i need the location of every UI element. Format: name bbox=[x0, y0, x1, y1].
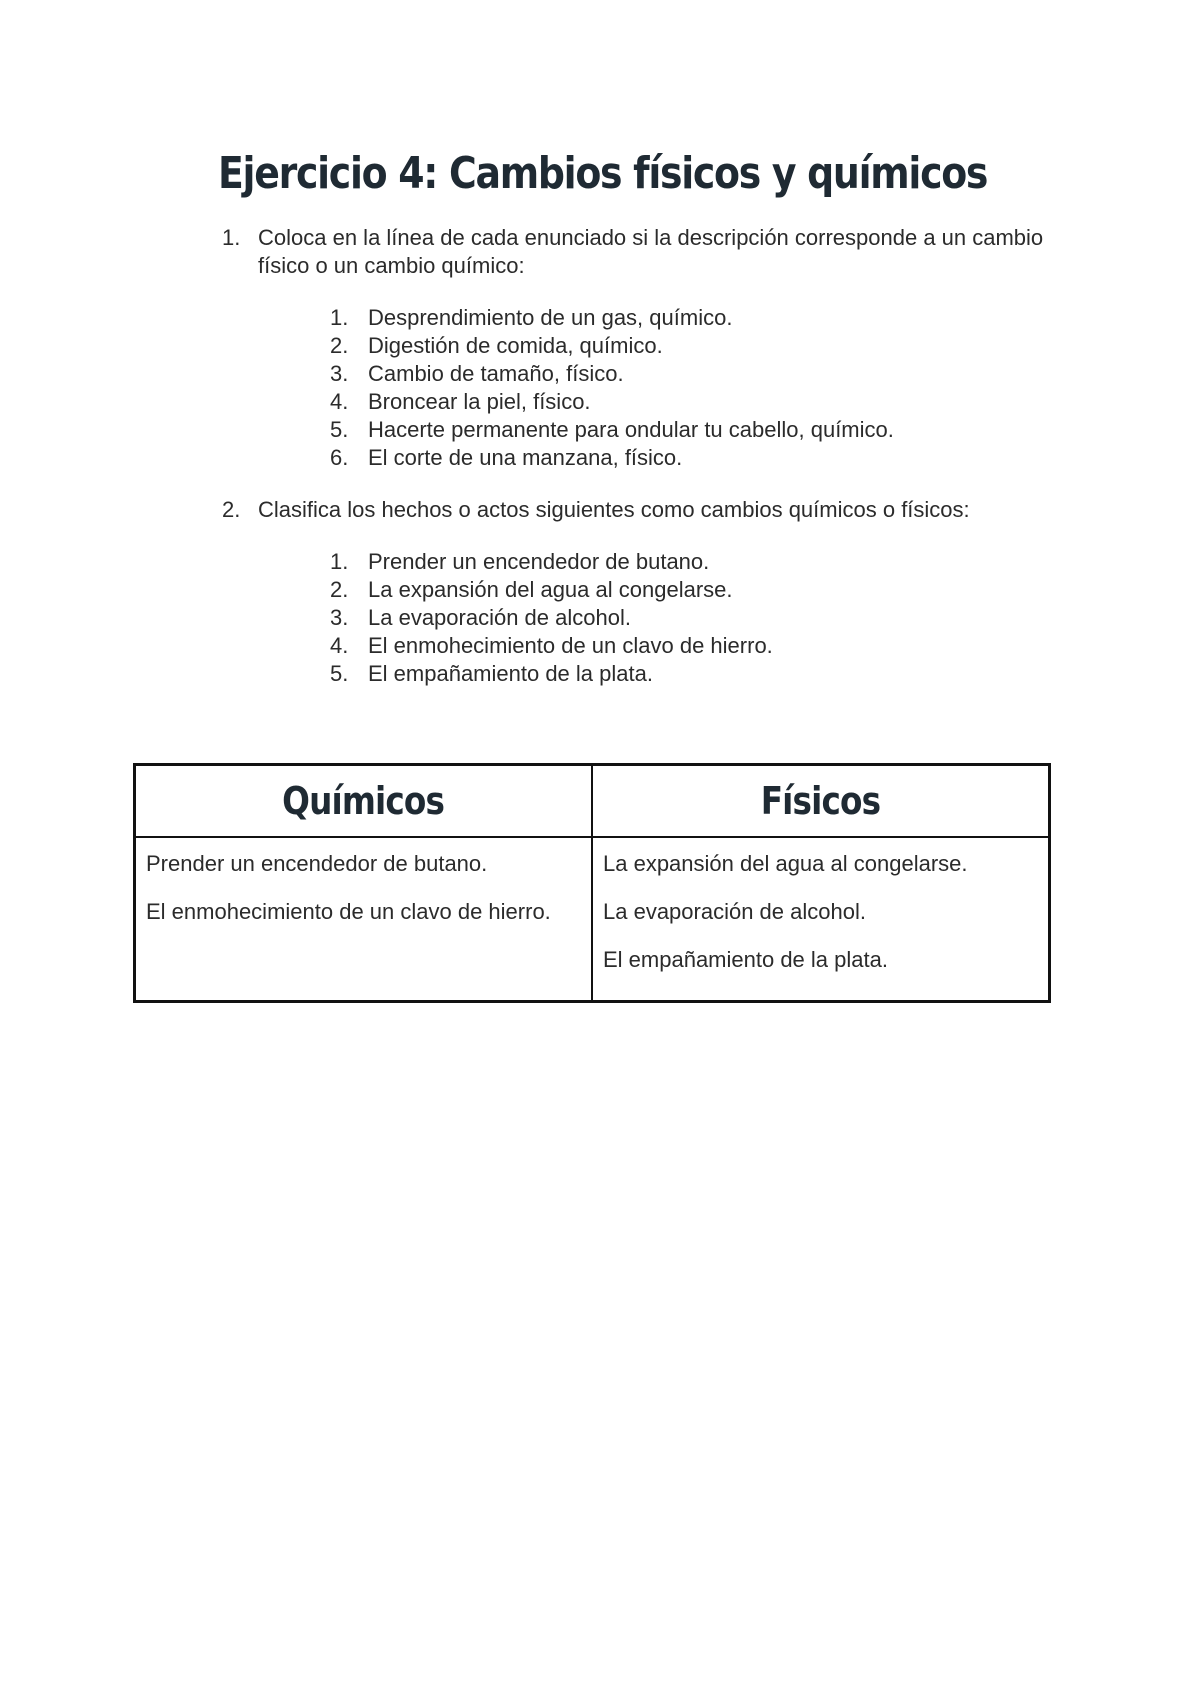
table-cell-item: La expansión del agua al congelarse. bbox=[603, 851, 968, 876]
list-item-text: Desprendimiento de un gas, químico. bbox=[368, 305, 733, 330]
list-item bbox=[330, 304, 1058, 332]
sub-item-list bbox=[258, 548, 1058, 688]
table-cell-item: La evaporación de alcohol. bbox=[603, 899, 866, 924]
table-cell-item: Prender un encendedor de butano. bbox=[146, 851, 488, 876]
page-title: Ejercicio 4: Cambios físicos y químicos bbox=[218, 148, 988, 199]
list-item bbox=[330, 548, 1058, 576]
header-physical: Físicos bbox=[592, 765, 1050, 838]
list-item-number: 2. bbox=[330, 577, 349, 602]
list-item bbox=[330, 360, 1058, 388]
question-item bbox=[218, 496, 1058, 688]
list-item-text: El empañamiento de la plata. bbox=[368, 661, 653, 686]
list-item-text: Broncear la piel, físico. bbox=[368, 389, 591, 414]
list-item-text: La evaporación de alcohol. bbox=[368, 605, 631, 630]
list-item-number: 2. bbox=[330, 333, 349, 358]
list-item bbox=[330, 444, 1058, 472]
table-header-row bbox=[135, 765, 1050, 838]
list-item-number: 5. bbox=[330, 417, 349, 442]
question-list bbox=[218, 224, 1058, 712]
question-text: Coloca en la línea de cada enunciado si la descripción corresponde a un cambio físico o un cambio químico: bbox=[258, 225, 1044, 278]
list-item-number: 1. bbox=[330, 549, 349, 574]
list-item bbox=[330, 660, 1058, 688]
header-chemical: Químicos bbox=[135, 765, 593, 838]
sub-item-list bbox=[258, 304, 1058, 472]
list-item bbox=[330, 576, 1058, 604]
list-item-text: Cambio de tamaño, físico. bbox=[368, 361, 624, 386]
list-item-number: 4. bbox=[330, 633, 349, 658]
list-item bbox=[330, 332, 1058, 360]
question-number: 2. bbox=[222, 497, 241, 522]
list-item-text: Digestión de comida, químico. bbox=[368, 333, 663, 358]
list-item-number: 3. bbox=[330, 361, 349, 386]
question-number: 1. bbox=[222, 225, 241, 250]
list-item-number: 5. bbox=[330, 661, 349, 686]
list-item-text: Hacerte permanente para ondular tu cabello, químico. bbox=[368, 417, 894, 442]
list-item-text: El corte de una manzana, físico. bbox=[368, 445, 683, 470]
list-item-text: La expansión del agua al congelarse. bbox=[368, 577, 733, 602]
question-text: Clasifica los hechos o actos siguientes como cambios químicos o físicos: bbox=[258, 497, 970, 522]
list-item bbox=[330, 604, 1058, 632]
list-item-text: Prender un encendedor de butano. bbox=[368, 549, 710, 574]
table-cell-item: El enmohecimiento de un clavo de hierro. bbox=[146, 899, 551, 924]
physical-cell bbox=[592, 837, 1050, 1002]
list-item bbox=[330, 388, 1058, 416]
classification-table bbox=[133, 763, 1051, 1003]
list-item-text: El enmohecimiento de un clavo de hierro. bbox=[368, 633, 773, 658]
question-item bbox=[218, 224, 1058, 472]
chemical-cell bbox=[135, 837, 593, 1002]
table-cell-item: El empañamiento de la plata. bbox=[603, 947, 888, 972]
table-row bbox=[135, 837, 1050, 1002]
list-item-number: 1. bbox=[330, 305, 349, 330]
list-item bbox=[330, 416, 1058, 444]
list-item-number: 4. bbox=[330, 389, 349, 414]
list-item-number: 3. bbox=[330, 605, 349, 630]
list-item bbox=[330, 632, 1058, 660]
list-item-number: 6. bbox=[330, 445, 349, 470]
